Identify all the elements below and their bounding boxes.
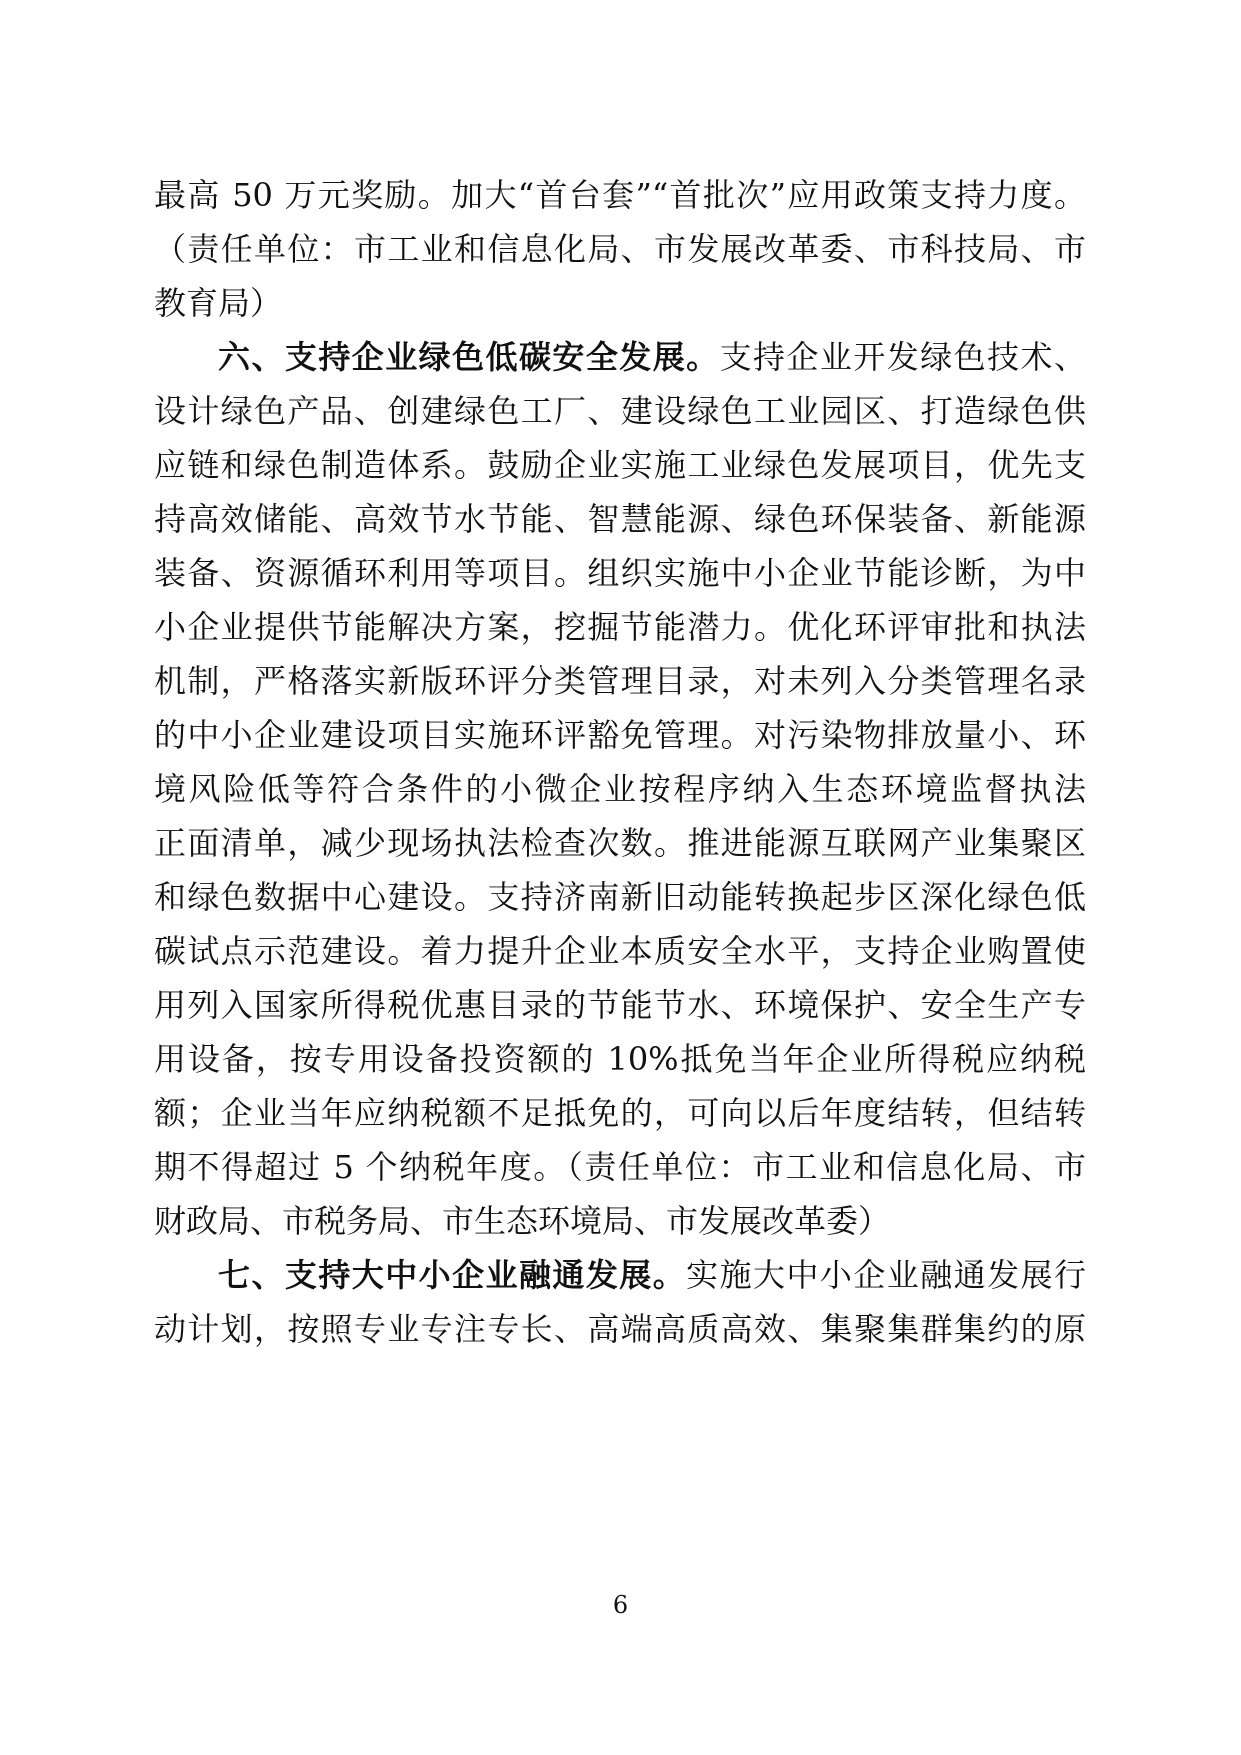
text-line: 期不得超过 5 个纳税年度。（责任单位：市工业和信息化局、市 <box>154 1148 1086 1186</box>
text-line: 和绿色数据中心建设。支持济南新旧动能转换起步区深化绿色低 <box>154 878 1086 916</box>
text-line: （责任单位：市工业和信息化局、市发展改革委、市科技局、市 <box>154 230 1086 268</box>
text-line: 正面清单，减少现场执法检查次数。推进能源互联网产业集聚区 <box>154 824 1086 862</box>
text-line: 用列入国家所得税优惠目录的节能节水、环境保护、安全生产专 <box>154 986 1086 1024</box>
section-6-text: 支持企业开发绿色技术、 <box>719 338 1086 376</box>
text-line: 用设备，按专用设备投资额的 10%抵免当年企业所得税应纳税 <box>154 1040 1086 1078</box>
section-7-heading: 七、支持大中小企业融通发展。 <box>218 1256 687 1294</box>
text-line: 最高 50 万元奖励。加大“首台套”“首批次”应用政策支持力度。 <box>154 176 1086 214</box>
text-line: 小企业提供节能解决方案，挖掘节能潜力。优化环评审批和执法 <box>154 608 1086 646</box>
section-6-heading: 六、支持企业绿色低碳安全发展。 <box>218 338 720 376</box>
text-line: 财政局、市税务局、市生态环境局、市发展改革委） <box>154 1202 891 1240</box>
text-line: 设计绿色产品、创建绿色工厂、建设绿色工业园区、打造绿色供 <box>154 392 1086 430</box>
text-line: 境风险低等符合条件的小微企业按程序纳入生态环境监督执法 <box>154 770 1086 808</box>
text-line: 的中小企业建设项目实施环评豁免管理。对污染物排放量小、环 <box>154 716 1086 754</box>
section-7-first-line <box>218 1245 1086 1305</box>
text-line: 动计划，按照专业专注专长、高端高质高效、集聚集群集约的原 <box>154 1310 1086 1348</box>
text-line: 额；企业当年应纳税额不足抵免的，可向以后年度结转，但结转 <box>154 1094 1086 1132</box>
text-line: 装备、资源循环利用等项目。组织实施中小企业节能诊断，为中 <box>154 554 1086 592</box>
section-6-first-line <box>218 327 1086 387</box>
page-number: 6 <box>612 1591 629 1619</box>
text-line: 持高效储能、高效节水节能、智慧能源、绿色环保装备、新能源 <box>154 500 1086 538</box>
text-line: 碳试点示范建设。着力提升企业本质安全水平，支持企业购置使 <box>154 932 1086 970</box>
text-line: 机制，严格落实新版环评分类管理目录，对未列入分类管理名录 <box>154 662 1086 700</box>
text-line: 应链和绿色制造体系。鼓励企业实施工业绿色发展项目，优先支 <box>154 446 1086 484</box>
text-line: 教育局） <box>154 284 283 322</box>
section-7-text: 实施大中小企业融通发展行 <box>686 1256 1086 1294</box>
